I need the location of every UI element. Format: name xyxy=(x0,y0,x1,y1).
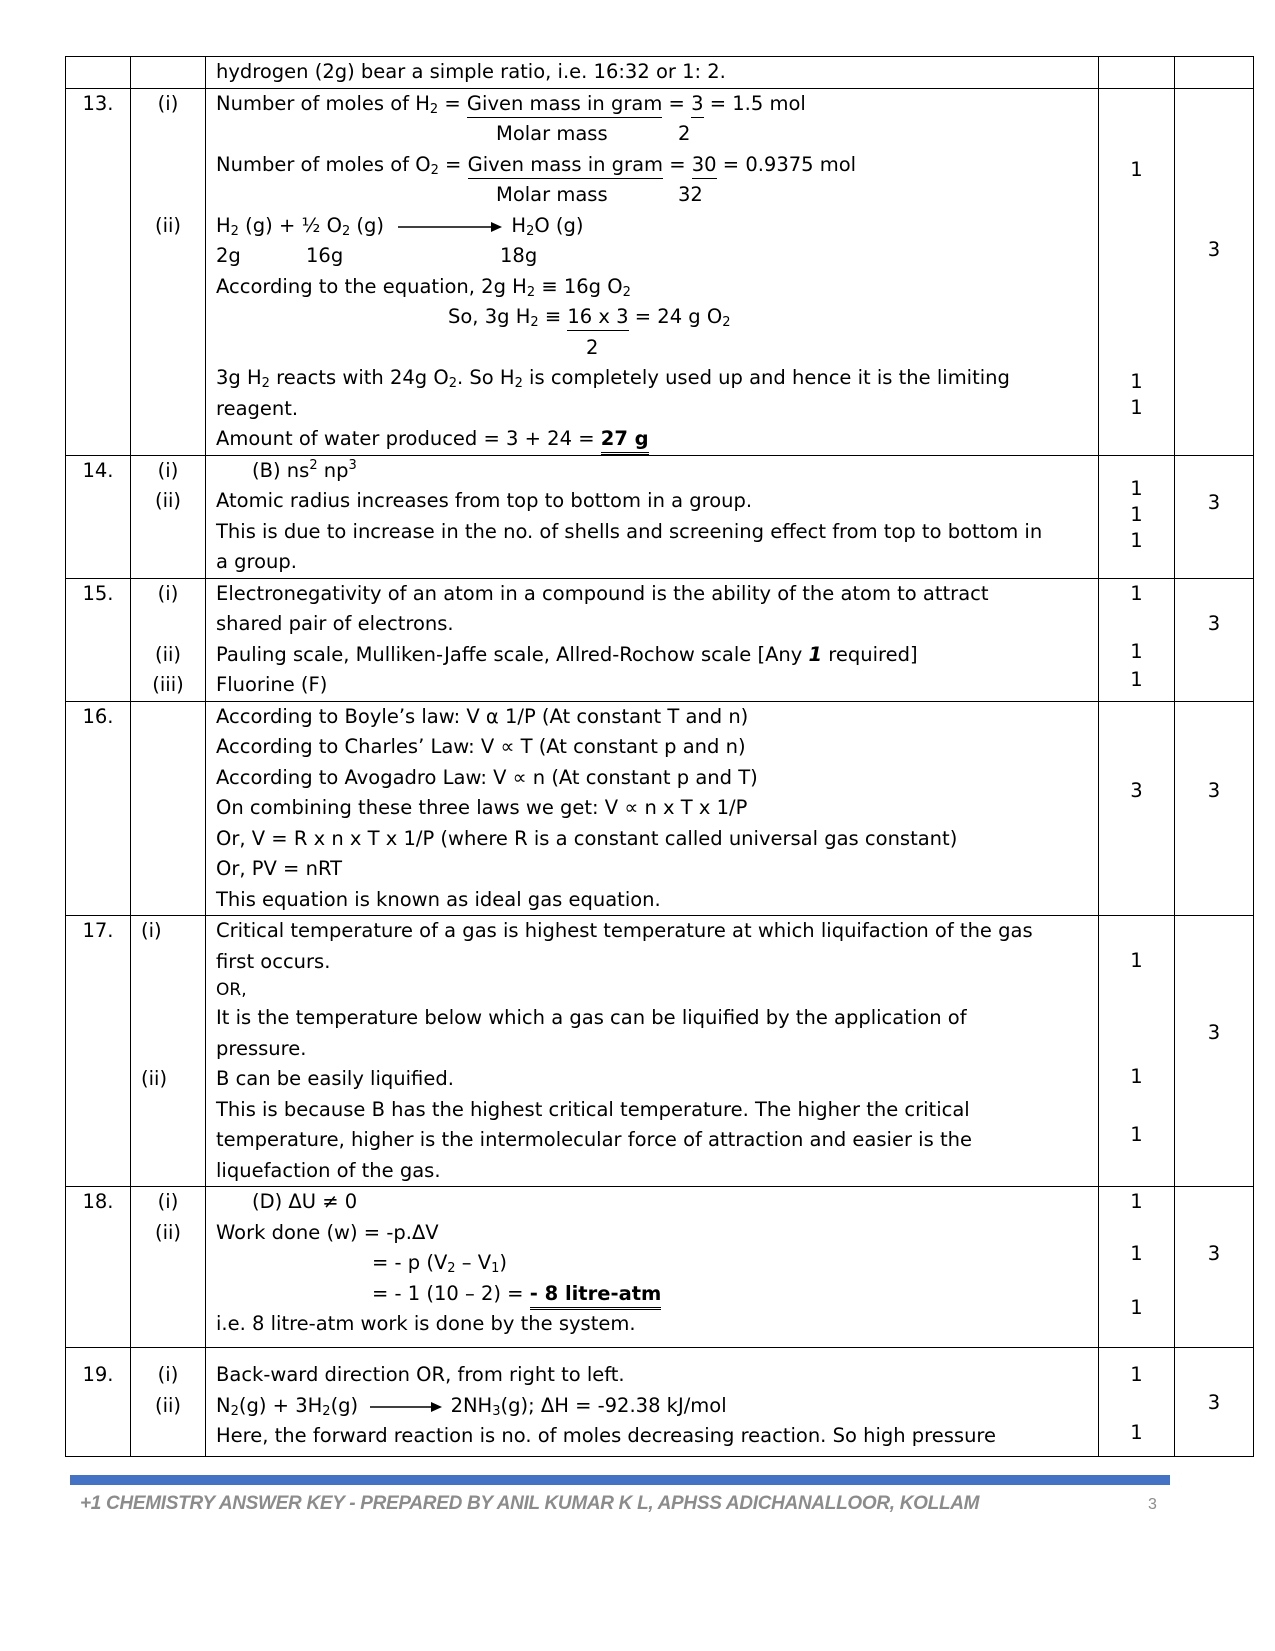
final-answer: - 8 litre-atm xyxy=(530,1280,662,1310)
mark: 1 xyxy=(1130,1242,1143,1265)
mark: 1 xyxy=(1130,667,1143,691)
chemical-equation: $H_2$ (g) + ½ $O_2$ (g) $H_2O$ (g) xyxy=(216,211,1098,242)
answer-line: (D) ΔU ≠ 0 xyxy=(252,1190,358,1213)
mark: 1 xyxy=(1130,949,1143,972)
mark: 1 xyxy=(1130,528,1143,552)
table-row xyxy=(66,1348,1254,1457)
answer-line: This is because B has the highest critical temperature. The higher the critical xyxy=(216,1097,970,1121)
answer-line: Pauling scale, Mulliken-Jaffe scale, Allred-Rochow scale [Any 1 required] xyxy=(216,642,918,666)
question-number: 13. xyxy=(82,91,114,115)
mark: 1 xyxy=(1130,581,1143,605)
question-number: 18. xyxy=(82,1190,114,1213)
question-number: 15. xyxy=(82,581,114,605)
answer-line: Or, V = R x n x T x 1/P (where R is a constant called universal gas constant) xyxy=(216,826,958,850)
answer-key-table xyxy=(65,56,1254,1457)
answer-line: Number of moles of $H_2$ = Given mass in gram = 3 = 1.5 mol xyxy=(216,91,806,117)
answer-line: Atomic radius increases from top to bottom in a group. xyxy=(216,489,753,512)
total-mark: 3 xyxy=(1207,778,1221,802)
answer-line: = - p $(V_2 - V_1)$ xyxy=(372,1251,507,1276)
answer-line: temperature, higher is the intermolecular force of attraction and easier is the xyxy=(216,1128,972,1151)
sub-part-label: (i) xyxy=(141,919,162,942)
answer-line: Amount of water produced = 3 + 24 = 27 g xyxy=(216,424,1098,455)
answer-line: reagent. xyxy=(216,396,299,420)
fraction-numerator: Given mass in gram xyxy=(468,151,663,179)
answer-line: According to Boyle’s law: V α 1/P (At constant T and n) xyxy=(216,704,749,728)
answer-line: a group. xyxy=(216,550,297,573)
table-row xyxy=(66,455,1254,578)
sub-part-label: (ii) xyxy=(154,489,182,512)
fraction-numerator: 16 x 3 xyxy=(567,303,628,331)
total-mark: 3 xyxy=(1207,1021,1221,1044)
answer-line: OR, xyxy=(216,980,247,1000)
mark: 1 xyxy=(1130,1190,1143,1213)
sub-part-label: (i) xyxy=(157,458,179,482)
footer-divider xyxy=(70,1475,1170,1485)
reaction-arrow-icon xyxy=(390,211,505,241)
sub-part-label: (i) xyxy=(157,1190,179,1213)
total-mark: 3 xyxy=(1207,1242,1221,1265)
mark: 1 xyxy=(1130,1123,1143,1146)
total-mark: 3 xyxy=(1207,611,1221,635)
question-number: 14. xyxy=(82,458,114,482)
sub-part-label: (ii) xyxy=(154,213,182,237)
answer-line: According to Avogadro Law: V ∝ n (At constant p and T) xyxy=(216,765,758,789)
mark: 1 xyxy=(1130,502,1143,526)
answer-line: On combining these three laws we get: V ∝ n x T x 1/P xyxy=(216,796,748,819)
answer-line: According to the equation, 2g $H_2 \equiv 16g$ $O_2$ xyxy=(216,274,631,300)
sub-part-label: (ii) xyxy=(154,1393,182,1417)
table-row xyxy=(66,701,1254,916)
mark: 1 xyxy=(1130,1363,1143,1386)
answer-line xyxy=(216,333,1098,364)
answer-line: 2g 16g 18g xyxy=(216,244,538,267)
table-row xyxy=(66,578,1254,701)
answer-line: Electronegativity of an atom in a compound is the ability of the atom to attract xyxy=(216,581,989,605)
answer-line: first occurs. xyxy=(216,949,331,973)
answer-line: This is due to increase in the no. of shells and screening effect from top to bottom in xyxy=(216,519,1043,543)
mark: 1 xyxy=(1130,369,1143,393)
answer-text: hydrogen (2g) bear a simple ratio, i.e. 16:32 or 1: 2. xyxy=(216,60,726,83)
answer-line: liquefaction of the gas. xyxy=(216,1158,441,1182)
total-mark: 3 xyxy=(1207,237,1221,261)
reaction-arrow-icon xyxy=(364,1391,444,1421)
answer-line: pressure. xyxy=(216,1036,307,1060)
total-mark: 3 xyxy=(1207,490,1221,514)
question-number: 17. xyxy=(82,919,114,942)
table-row xyxy=(66,1187,1254,1348)
sub-part-label: (i) xyxy=(157,91,179,115)
mark: 1 xyxy=(1130,1296,1143,1319)
answer-line: Molar mass 32 xyxy=(216,180,1098,211)
sub-part-label: (ii) xyxy=(154,642,182,666)
mark: 3 xyxy=(1130,778,1143,802)
answer-line: i.e. 8 litre-atm work is done by the system. xyxy=(216,1312,636,1335)
fraction-denominator: 2 xyxy=(586,335,599,359)
table-row xyxy=(66,88,1254,455)
sub-part-label: (ii) xyxy=(154,1220,182,1244)
sub-part-label: (i) xyxy=(157,581,179,605)
answer-line: shared pair of electrons. xyxy=(216,612,454,635)
answer-line: Here, the forward reaction is no. of moles decreasing reaction. So high pressure xyxy=(216,1424,997,1447)
answer-line: Work done (w) = -p.ΔV xyxy=(216,1220,439,1244)
answer-line: Back-ward direction OR, from right to left. xyxy=(216,1363,625,1386)
answer-line: This equation is known as ideal gas equation. xyxy=(216,887,661,911)
question-number: 16. xyxy=(82,704,114,728)
answer-line: So, 3g $H_2 \equiv 16$ x 3 = 24 g $O_2$ xyxy=(448,305,731,330)
total-mark: 3 xyxy=(1207,1391,1221,1414)
final-answer: 27 g xyxy=(601,425,649,455)
fraction-denominator: Molar mass xyxy=(496,122,608,145)
mark: 1 xyxy=(1130,157,1143,181)
mark: 1 xyxy=(1130,395,1143,419)
sub-part-label: (ii) xyxy=(141,1067,168,1090)
mark: 1 xyxy=(1130,1421,1143,1444)
answer-line: Critical temperature of a gas is highest temperature at which liquifaction of the gas xyxy=(216,919,1033,942)
mark: 1 xyxy=(1130,639,1143,663)
sub-part-label: (i) xyxy=(157,1363,179,1386)
table-row xyxy=(66,916,1254,1187)
answer-line: Or, PV = nRT xyxy=(216,857,342,880)
fraction-numerator: Given mass in gram xyxy=(467,90,662,118)
answer-line: (B) $ns^2$ $np^3$ xyxy=(252,457,357,482)
mark: 1 xyxy=(1130,1065,1143,1088)
answer-line: = - 1 (10 – 2) = - 8 litre-atm xyxy=(216,1279,1098,1310)
answer-line: Molar mass 2 xyxy=(216,119,1098,150)
table-row xyxy=(66,57,1254,89)
footer-text: +1 CHEMISTRY ANSWER KEY - PREPARED BY ANIL KUMAR K L, APHSS ADICHANALLOOR, KOLLAM xyxy=(80,1493,980,1514)
answer-line: B can be easily liquified. xyxy=(216,1067,454,1090)
mark: 1 xyxy=(1130,476,1143,500)
answer-line: According to Charles’ Law: V ∝ T (At constant p and n) xyxy=(216,735,746,758)
page-number: 3 xyxy=(1148,1496,1157,1513)
chemical-equation: $N_2(g) + 3H_2(g)$ $2NH_3(g)$; ΔH = -92.38 kJ/mol xyxy=(216,1391,1098,1422)
answer-line: It is the temperature below which a gas can be liquified by the application of xyxy=(216,1006,967,1029)
answer-line: Fluorine (F) xyxy=(216,673,328,696)
answer-line: 3g $H_2$ reacts with 24g $O_2$. So $H_2$ is completely used up and hence it is the limiting xyxy=(216,366,1010,391)
answer-line: Number of moles of $O_2$ = Given mass in gram = 30 = 0.9375 mol xyxy=(216,152,857,178)
sub-part-label: (iii) xyxy=(152,673,184,696)
question-number: 19. xyxy=(82,1363,114,1386)
fraction-denominator: Molar mass xyxy=(496,183,608,206)
